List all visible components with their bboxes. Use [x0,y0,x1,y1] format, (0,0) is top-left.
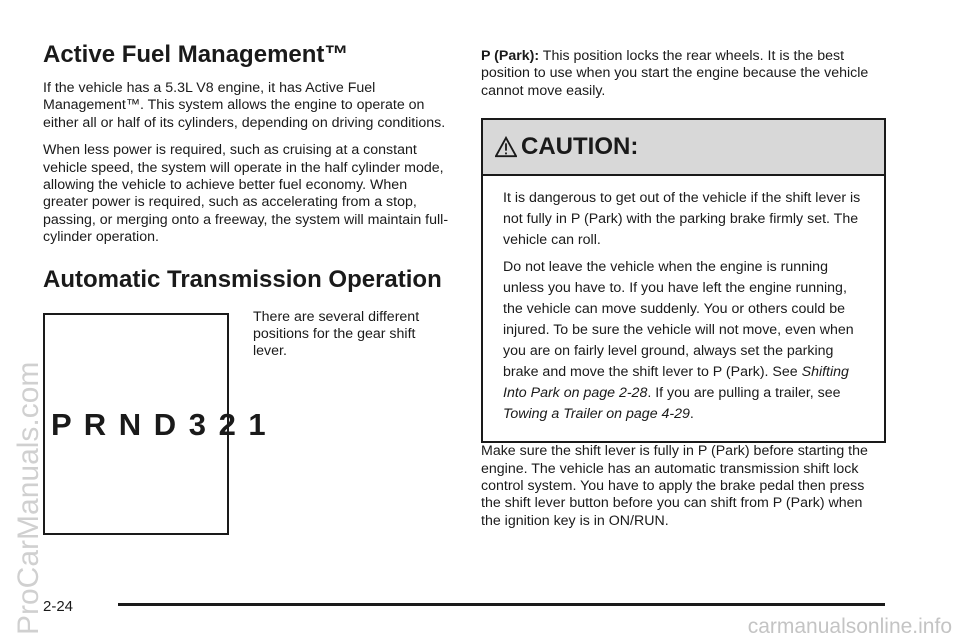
park-label: P (Park): [481,48,540,64]
figure-caption: There are several different positions for the gear shift lever. [253,308,420,360]
caution-paragraph-2 [503,257,864,425]
side-watermark-text: ProCarManuals.com [12,361,45,635]
section-title-active-fuel-management: Active Fuel Management™ [43,41,349,68]
footer-rule [118,603,885,606]
shift-lock-paragraph: Make sure the shift lever is fully in P (Park) before starting the engine. The vehicle has an automatic transmission shift lock control system. You have to apply the brake pedal then press the shift lever button before you can shift from P (Park) when the ignition key is in ON/RUN. [481,443,868,529]
gear-position-figure [43,313,268,535]
paragraph-afm-1: If the vehicle has a 5.3L V8 engine, it has Active Fuel Management™. This system allows the engine to operate on either all or half of its cylinders, depending on driving conditions. [43,80,446,131]
section-title-automatic-transmission: Automatic Transmission Operation [43,265,442,293]
caution-body [483,176,884,441]
bottom-watermark: carmanualsonline.info [747,615,952,638]
park-paragraph [481,48,886,100]
page-number: 2-24 [43,598,74,615]
caution-box [481,118,886,443]
caution-title: CAUTION: [521,133,639,161]
left-column [43,40,453,545]
cross-reference-shifting-into-park: Shifting Into Park on page 2-28 [503,364,849,402]
gear-positions-label: P R N D 3 2 1 [51,406,268,442]
warning-triangle-icon [495,136,517,158]
caution-p2-text-c: . [689,406,694,423]
gear-figure-row [43,305,453,545]
park-text: This position locks the rear wheels. It is the best position to use when you start the engine because the vehicle cannot move easily. [481,48,869,99]
cross-reference-towing-a-trailer: Towing a Trailer on page 4-29 [503,406,690,423]
paragraph-afm-2: When less power is required, such as cruising at a constant vehicle speed, the system will operate in the half cylinder mode, allowing the vehicle to achieve better fuel economy. When greater power is required, such as accelerating from a stop, passing, or merging onto a freeway, the system will maintain full-cylinder operation. [43,142,449,246]
caution-p2-text-b: . If you are pulling a trailer, see [647,385,841,402]
right-column [481,48,886,540]
caution-header [483,120,884,176]
caution-p2-text-a: Do not leave the vehicle when the engine is running unless you have to. If you have left the engine running, the vehicle can move suddenly. You or others could be injured. To be sure the vehicle will not move, even when you are on fairly level ground, always set the parking brake and move the shift lever to P (Park). See [503,259,854,381]
caution-paragraph-1: It is dangerous to get out of the vehicle if the shift lever is not fully in P (Park) with the parking brake firmly set. The vehicle can roll. [503,190,861,249]
side-watermark [12,195,52,635]
